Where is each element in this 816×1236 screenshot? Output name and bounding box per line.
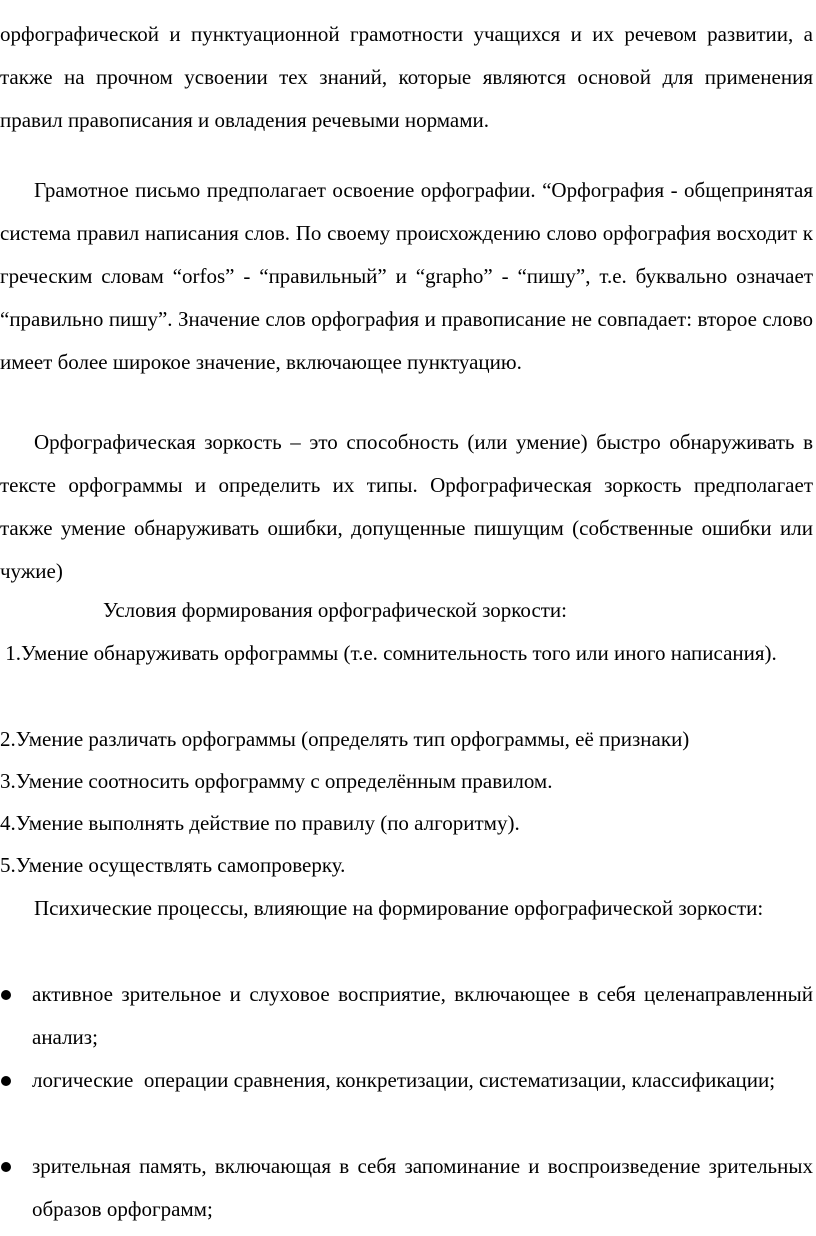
vigilance-paragraph: Орфографическая зоркость – это способность (или умение) быстро обнаруживать в тексте орфограммы и определить их типы. Орфографическая зоркость предполагает также умение обнаруживать ошибки, допущенные пишущим (собственные ошибки или чужие) (0, 430, 813, 583)
bullet-dot-icon (1, 1076, 11, 1086)
orthography-paragraph: Грамотное письмо предполагает освоение орфографии. “Орфография - общепринятая система правил написания слов. По своему происхождению слово орфография восходит к греческим словам “orfos” - “правильный” и “grapho” - “пишу”, т.е. буквально означает “правильно пишу”. Значение слов орфография и правописание не совпадает: второе слово имеет более широкое значение, включающее пунктуацию. (0, 178, 813, 374)
bullet-text: зрительная память, включающая в себя запоминание и воспроизведение зрительных образов орфограмм; (32, 1154, 813, 1221)
condition-item-2: 2.Умение различать орфограммы (определять тип орфограммы, её признаки) (0, 727, 690, 751)
conditions-heading: Условия формирования орфографической зоркости: (103, 598, 568, 622)
processes-intro: Психические процессы, влияющие на формирование орфографической зоркости: (34, 896, 764, 920)
bullet-dot-icon (1, 990, 11, 1000)
condition-item-4: 4.Умение выполнять действие по правилу (по алгоритму). (0, 811, 520, 835)
condition-item-3: 3.Умение соотносить орфограмму с определённым правилом. (0, 769, 553, 793)
intro-paragraph: орфографической и пунктуационной грамотности учащихся и их речевом развитии, а также на прочном усвоении тех знаний, которые являются основой для применения правил правописания и овладения речевыми нормами. (0, 22, 813, 132)
bullet-text: активное зрительное и слуховое восприятие, включающее в себя целенаправленный анализ; (32, 982, 813, 1049)
condition-item-1: 1.Умение обнаруживать орфограммы (т.е. сомнительность того или иного написания). (0, 641, 777, 665)
bullet-text: логические операции сравнения, конкретизации, систематизации, классификации; (32, 1068, 776, 1092)
bullet-dot-icon (1, 1162, 11, 1172)
condition-item-5: 5.Умение осуществлять самопроверку. (0, 853, 346, 877)
